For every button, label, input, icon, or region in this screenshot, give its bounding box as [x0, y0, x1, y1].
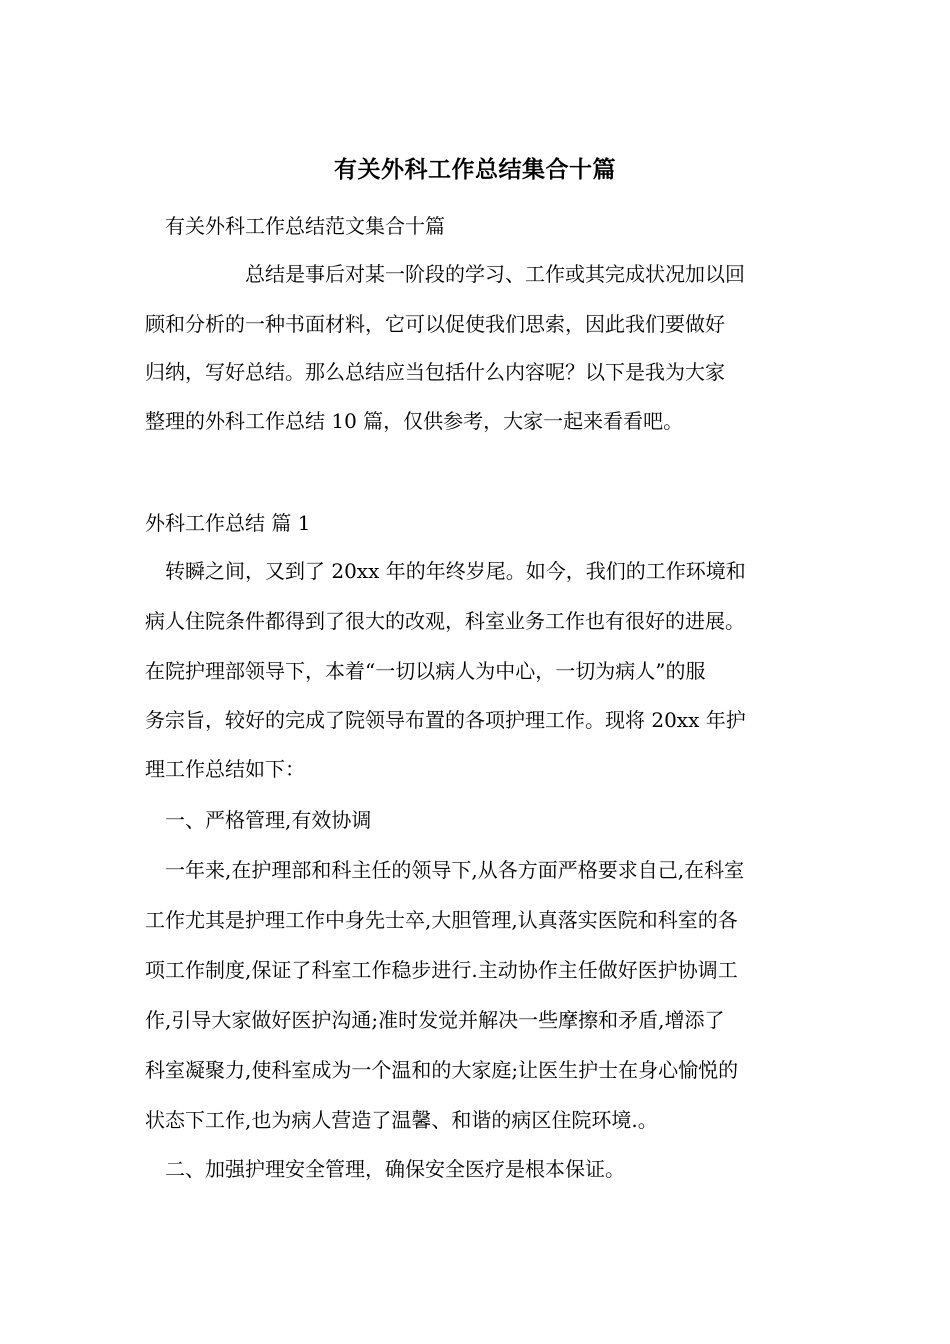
document-title: 有关外科工作总结集合十篇	[334, 157, 616, 183]
body-line-5: 理工作总结如下：	[145, 757, 305, 781]
intro-line-4: 整理的外科工作总结 10 篇，仅供参考，大家一起来看看吧。	[145, 409, 684, 433]
intro-line-1: 总结是事后对某一阶段的学习、工作或其完成状况加以回	[245, 262, 745, 286]
document-subtitle: 有关外科工作总结范文集合十篇	[165, 214, 445, 238]
intro-line-2: 顾和分析的一种书面材料，它可以促使我们思索，因此我们要做好	[145, 312, 725, 336]
body-line-10: 科室凝聚力,使科室成为一个温和的大家庭;让医生护士在身心愉悦的	[145, 1058, 739, 1082]
body-heading-1: 一、严格管理,有效协调	[165, 808, 372, 832]
body-line-3: 在院护理部领导下，本着“一切以病人为中心，一切为病人”的服	[145, 659, 706, 683]
body-line-6: 一年来,在护理部和科主任的领导下,从各方面严格要求自己,在科室	[165, 858, 745, 882]
body-line-4: 务宗旨，较好的完成了院领导布置的各项护理工作。现将 20xx 年护	[145, 708, 746, 732]
body-heading-2: 二、加强护理安全管理，确保安全医疗是根本保证。	[165, 1157, 625, 1181]
intro-line-3: 归纳，写好总结。那么总结应当包括什么内容呢？以下是我为大家	[145, 360, 725, 384]
body-line-2: 病人住院条件都得到了很大的改观，科室业务工作也有很好的进展。	[145, 609, 745, 633]
body-line-8: 项工作制度,保证了科室工作稳步进行.主动协作主任做好医护协调工	[145, 958, 738, 982]
body-line-7: 工作尤其是护理工作中身先士卒,大胆管理,认真落实医院和科室的各	[145, 908, 738, 932]
body-line-1: 转瞬之间，又到了 20xx 年的年终岁尾。如今，我们的工作环境和	[165, 559, 746, 583]
section-heading: 外科工作总结 篇 1	[145, 511, 311, 535]
body-line-9: 作,引导大家做好医护沟通;准时发觉并解决一些摩擦和矛盾,增添了	[145, 1008, 725, 1032]
body-line-11: 状态下工作,也为病人营造了温馨、和谐的病区住院环境.。	[145, 1108, 658, 1132]
